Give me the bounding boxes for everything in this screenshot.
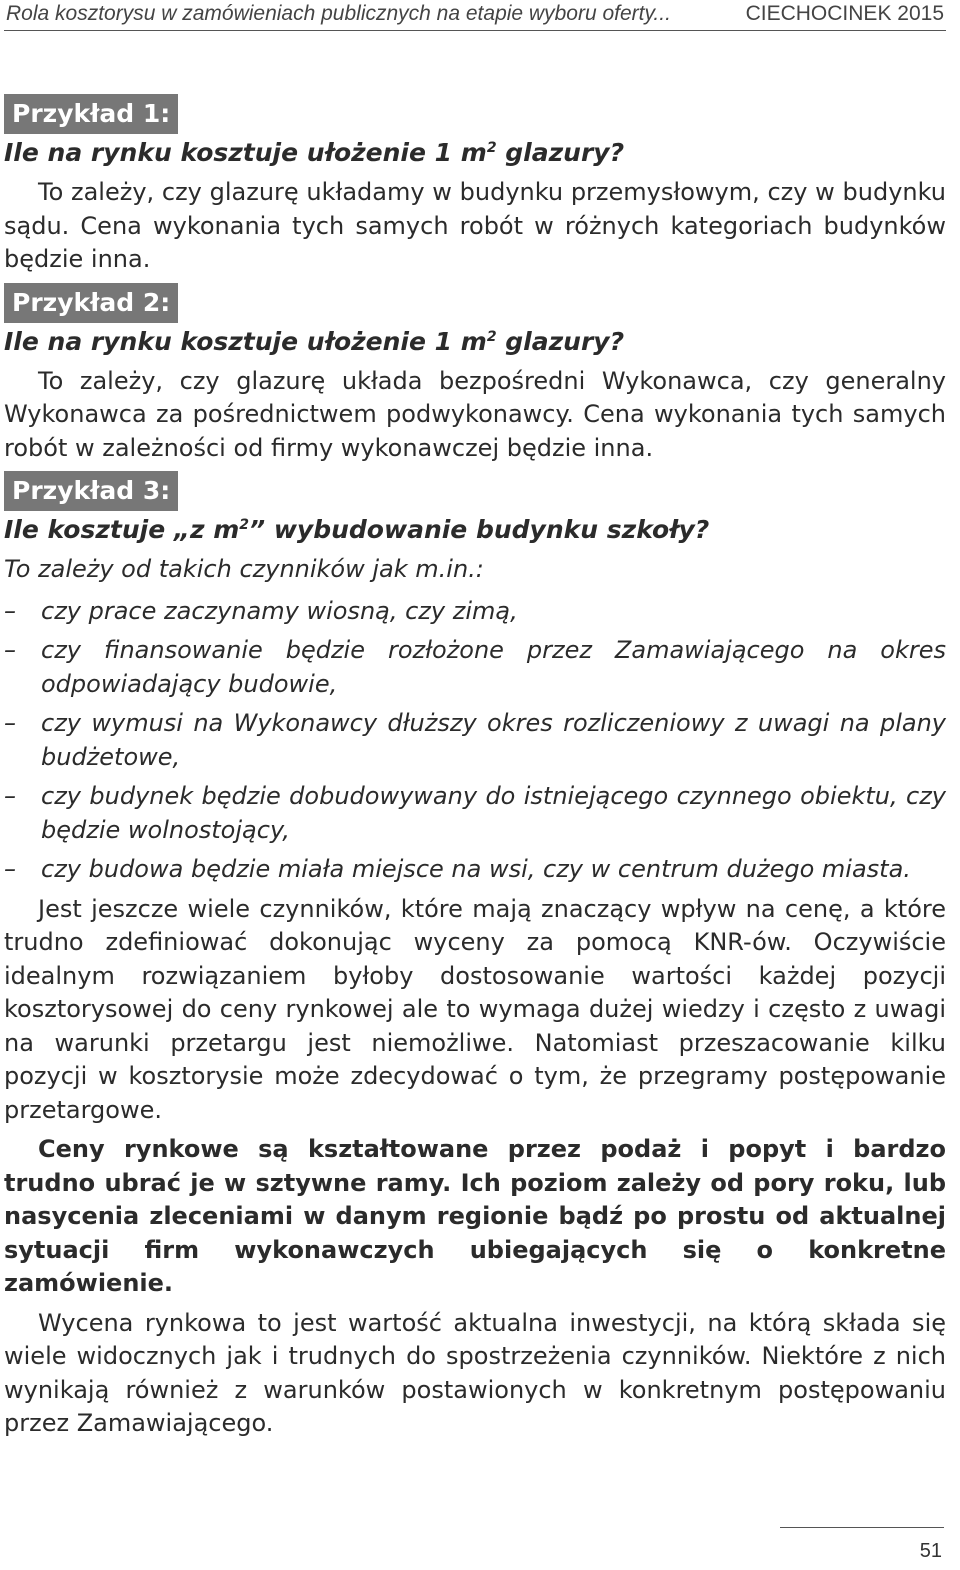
list-item: – czy prace zaczynamy wiosną, czy zimą,	[4, 596, 518, 625]
footer-rule	[780, 1527, 944, 1528]
running-header	[4, 0, 946, 31]
example-question: Ile na rynku kosztuje ułożenie 1 $m^2$ glazury?	[4, 326, 625, 356]
list-item: – czy budowa będzie miała miejsce na wsi, czy w centrum dużego miasta.	[4, 855, 911, 883]
example-3	[4, 471, 946, 887]
page-content	[4, 94, 946, 1447]
factors-list	[4, 595, 946, 887]
list-item: – czy finansowanie będzie rozłożone przez Zamawiającego na okres odpowiadający budowie,	[4, 636, 946, 698]
header-title: Rola kosztorysu w zamówieniach publicznych na etapie wyboru oferty...	[6, 2, 671, 25]
example-answer: To zależy, czy glazurę układamy w budynku przemysłowym, czy w budynku sądu. Cena wykonania tych samych robót w różnych kategoriach budynków będzie inna.	[4, 178, 946, 273]
example-question: Ile kosztuje „z $m^2$” wybudowanie budynku szkoły?	[4, 515, 710, 544]
example-badge: Przykład 1:	[4, 94, 178, 134]
page-number: 51	[919, 1540, 942, 1562]
example-badge: Przykład 3:	[4, 471, 178, 511]
paragraph-market-prices: Ceny rynkowe są kształtowane przez podaż i popyt i bardzo trudno ubrać je w sztywne ramy. Ich poziom zależy od pory roku, lub nasycenia zleceniami w danym regionie bądź po prostu od aktualnej sytuacji firm wykonawczych ubiegających się o konkretne zamówienie.	[4, 1135, 946, 1297]
example-1	[4, 94, 946, 277]
header-event: CIECHOCINEK 2015	[745, 2, 944, 25]
example-answer: To zależy, czy glazurę układa bezpośredni Wykonawca, czy generalny Wykonawca za pośrednictwem podwykonawcy. Cena wykonania tych samych robót w zależności od firmy wykonawczej będzie inna.	[4, 366, 946, 462]
example-question: Ile na rynku kosztuje ułożenie 1 $m^2$ glazury?	[4, 138, 625, 167]
example-2	[4, 283, 946, 466]
list-item: – czy budynek będzie dobudowywany do istniejącego czynnego obiektu, czy będzie wolnostojący,	[4, 782, 946, 844]
paragraph-factors: Jest jeszcze wiele czynników, które mają znaczący wpływ na cenę, a które trudno zdefiniować dokonując wyceny za pomocą KNR-ów. Oczywiście idealnym rozwiązaniem byłoby dostosowanie wartości każdej pozycji kosztorysowej do ceny rynkowej ale to wymaga dużej wiedzy i często z uwagi na warunki przetargu jest niemożliwe. Natomiast przeszacowanie kilku pozycji w kosztorysie może zdecydować o tym, że przegramy postępowanie przetargowe.	[4, 894, 946, 1124]
example-badge: Przykład 2:	[4, 283, 178, 323]
factors-intro: To zależy od takich czynników jak m.in.:	[4, 555, 484, 583]
list-item: – czy wymusi na Wykonawcy dłuższy okres rozliczeniowy z uwagi na plany budżetowe,	[4, 709, 946, 771]
paragraph-market-valuation: Wycena rynkowa to jest wartość aktualna inwestycji, na którą składa się wiele widocznych jak i trudnych do spostrzeżenia czynników. Niektóre z nich wynikają również z warunków postawionych w konkretnym postępowaniu przez Zamawiającego.	[4, 1308, 946, 1437]
